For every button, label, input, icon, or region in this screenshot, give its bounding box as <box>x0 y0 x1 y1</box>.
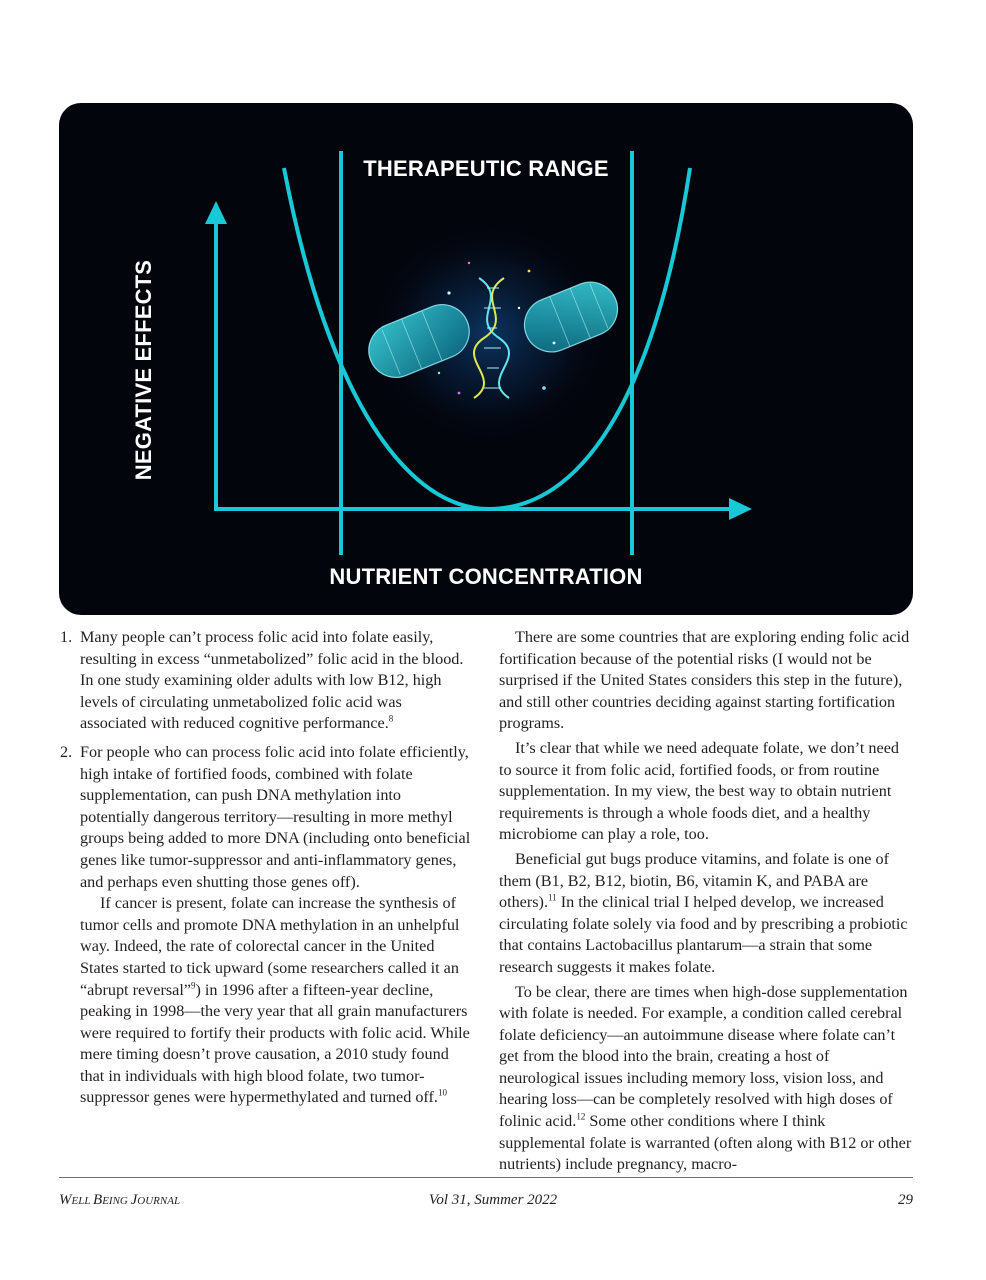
p3-b-text: In the clinical trial I helped develop, we increased circulating folate solely via food and by prescribing a probiotic that contains Lactobacillus plantarum—a strain that some research suggests it makes folate. <box>499 893 908 976</box>
therapeutic-range-label: THERAPEUTIC RANGE <box>363 156 609 181</box>
list-number: 2. <box>60 742 73 761</box>
journal-initial-j: J <box>130 1192 138 1208</box>
body-paragraph <box>60 893 472 1109</box>
item1-body: Many people can’t process folic acid into folate easily, resulting in excess “unmetabolized” folic acid in the blood. In one study examining older adults with low B12, high levels of circulating unmetabolized folic acid was associated with reduced cognitive performance. <box>80 628 464 733</box>
journal-initial-w: W <box>59 1192 72 1208</box>
body-paragraph: It’s clear that while we need adequate folate, we don’t need to source it from folic acid, fortified foods, or from routine supplementation. In my view, the best way to obtain nutrient requirements is through a whole foods diet, and a healthy microbiome can play a role, too. <box>499 738 899 844</box>
p4-b-text: Some other conditions where I think supplemental folate is warranted (often along with B12 or other nutrients) include pregnancy, macro- <box>499 1112 912 1174</box>
body-paragraph <box>499 982 913 1176</box>
body-paragraph <box>499 849 913 979</box>
p4-a-text: To be clear, there are times when high-dose supplementation with folate is needed. For example, a condition called cerebral folate deficiency—an autoimmune disease where folate can’t get from the blood into the brain, creating a host of neurological issues including memory loss, vision loss, and hearing loss—can be completely resolved with high doses of folinic acid. <box>499 982 908 1131</box>
journal-word-2: EING <box>102 1195 131 1207</box>
list-number: 1. <box>60 628 73 646</box>
left-text-column <box>60 627 472 1109</box>
right-text-column <box>499 627 913 1176</box>
issue-info: Vol 31, Summer 2022 <box>428 1192 558 1208</box>
footer-rule <box>59 1177 913 1178</box>
negative-effects-axis-label: NEGATIVE EFFECTS <box>131 259 156 481</box>
list-item <box>60 742 472 893</box>
therapeutic-range-figure <box>59 103 913 615</box>
reference-9: 9 <box>191 980 196 991</box>
p3-a-text: Beneficial gut bugs produce vitamins, and folate is one of them (B1, B2, B12, biotin, B6, vitamin K, and PABA are others). <box>499 849 890 912</box>
list-text <box>80 627 472 735</box>
page-number: 29 <box>898 1192 913 1208</box>
nutrient-concentration-axis-label: NUTRIENT CONCENTRATION <box>329 564 643 589</box>
list-text: For people who can process folic acid into folate efficiently, high intake of fortified foods, combined with folate supplementation, can push DNA methylation into potentially dangerous territory—resulting in more methyl groups being added to more DNA (including onto beneficial genes like tumor-suppressor and anti-inflammatory genes, and perhaps even shutting those genes off). <box>80 742 471 891</box>
reference-8: 8 <box>388 713 394 724</box>
journal-word-1: ELL <box>71 1195 94 1207</box>
list-item <box>60 627 472 735</box>
reference-12: 12 <box>576 1111 586 1122</box>
para-a-text: If cancer is present, folate can increase the synthesis of tumor cells and promote DNA methylation in an unhelpful way. Indeed, the rate of colorectal cancer in the United States started to tick upward (some researchers called it an “abrupt reversal” <box>80 894 460 999</box>
x-axis-arrow <box>729 498 752 520</box>
journal-word-3: OURNAL <box>137 1195 181 1207</box>
reference-10: 10 <box>437 1088 447 1099</box>
journal-initial-b: B <box>93 1192 103 1208</box>
body-paragraph: There are some countries that are exploring ending folic acid fortification because of the potential risks (I would not be surprised if the United States considers this step in the future), and still other countries deciding against starting fortification programs. <box>499 628 910 733</box>
para-b-text: ) in 1996 after a fifteen-year decline, peaking in 1998—the very year that all grain manufacturers were required to fortify their products with folic acid. While mere timing doesn’t prove causation, a 2010 study found that in individuals with high blood folate, two tumor-suppressor genes were hypermethylated and turned off. <box>80 980 470 1107</box>
y-axis-arrow <box>205 201 227 224</box>
reference-11: 11 <box>548 892 557 903</box>
